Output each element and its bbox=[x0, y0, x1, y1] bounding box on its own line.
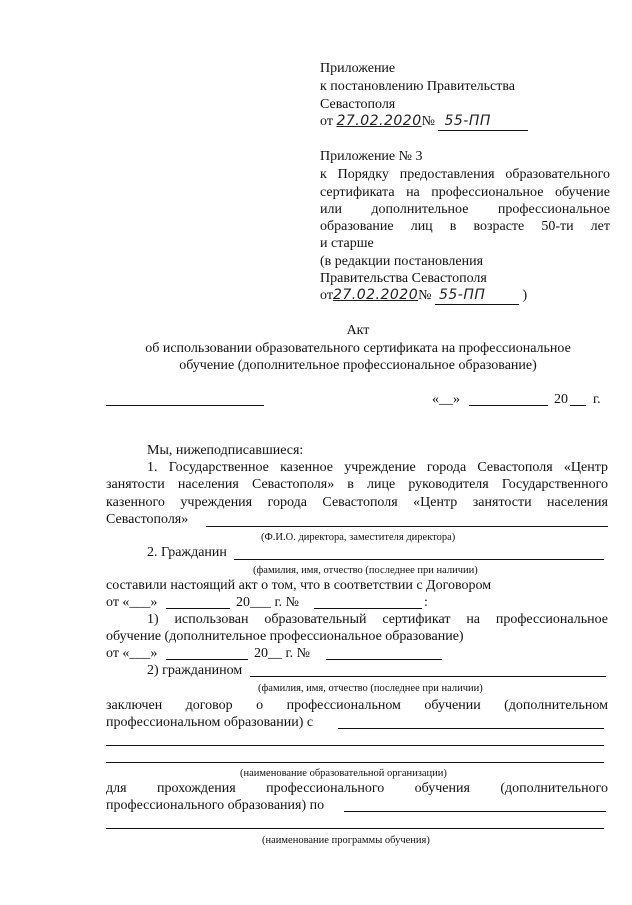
certificate-month-field[interactable] bbox=[166, 659, 248, 660]
act-subtitle-line1: об использовании образовательного сертификата на профессиональное bbox=[145, 341, 571, 356]
purpose-line1: для прохождения профессионального обучения (дополнительного bbox=[106, 781, 608, 796]
contract-year: 20___ г. № bbox=[236, 595, 300, 610]
item1-line2: занятости населения Севастополя» в лице руководителя Государственного bbox=[106, 477, 608, 492]
certificate-year: 20__ г. № bbox=[254, 646, 311, 661]
item1-line3: казенного учреждения города Севастополя «Центр занятости населения bbox=[106, 495, 608, 510]
edition-date: 27.02.2020 bbox=[332, 287, 419, 303]
citizen-caption: (фамилия, имя, отчество (последнее при наличии) bbox=[253, 565, 478, 576]
concluded-line2: профессиональном образовании) с bbox=[106, 715, 314, 730]
appendix3-line4: образование лиц в возрасте 50-ти лет bbox=[320, 219, 610, 234]
certificate-from: от «___» bbox=[106, 646, 158, 661]
compiled-statement: составили настоящий акт о том, что в соответствии с Договором bbox=[106, 578, 492, 593]
director-caption: (Ф.И.О. директора, заместителя директора) bbox=[261, 532, 456, 543]
certificate-used-line1: 1) использован образовательный сертификат на профессиональное bbox=[147, 612, 608, 627]
contract-colon: : bbox=[424, 595, 428, 610]
certificate-number-field[interactable] bbox=[326, 659, 442, 660]
citizen-by-name-field[interactable] bbox=[250, 676, 606, 677]
program-field-2[interactable] bbox=[106, 828, 604, 829]
date-year-suffix: г. bbox=[593, 392, 601, 407]
contract-month-field[interactable] bbox=[166, 608, 230, 609]
appendix3-line5: и старше bbox=[320, 236, 374, 251]
edition-line2: Правительства Севастополя bbox=[320, 271, 487, 286]
signatories-intro: Мы, нижеподписавшиеся: bbox=[147, 443, 304, 458]
edition-from-prefix: от bbox=[320, 288, 333, 303]
director-name-field[interactable] bbox=[206, 526, 608, 527]
item2-citizen: 2. Гражданин bbox=[147, 545, 227, 560]
edition-date-row bbox=[320, 287, 527, 305]
number-prefix: № bbox=[421, 114, 435, 129]
edition-close-paren: ) bbox=[522, 288, 528, 303]
certificate-used-line2: обучение (дополнительное профессиональное образование) bbox=[106, 629, 464, 644]
appendix-line2: к постановлению Правительства bbox=[320, 79, 516, 94]
appendix3-line3: или дополнительное профессиональное bbox=[320, 202, 610, 217]
item1-line1: 1. Государственное казенное учреждение города Севастополя «Центр bbox=[147, 460, 608, 475]
appendix-label: Приложение bbox=[320, 61, 396, 76]
citizen-by-caption: (фамилия, имя, отчество (последнее при наличии) bbox=[258, 683, 483, 694]
place-field[interactable] bbox=[106, 405, 264, 406]
appendix3-line1: к Порядку предоставления образовательного bbox=[320, 167, 610, 182]
citizen-by: 2) гражданином bbox=[147, 663, 243, 678]
appendix-line3: Севастополя bbox=[320, 97, 396, 112]
contract-from: от «___» bbox=[106, 595, 158, 610]
date-month-field[interactable] bbox=[469, 405, 548, 406]
edition-number-prefix: № bbox=[418, 288, 432, 303]
program-field-1[interactable] bbox=[344, 811, 606, 812]
act-title: Акт bbox=[346, 323, 370, 338]
edition-line1: (в редакции постановления bbox=[320, 254, 484, 269]
program-caption: (наименование программы обучения) bbox=[262, 835, 430, 846]
from-prefix: от bbox=[320, 114, 333, 129]
item1-line4: Севастополя» bbox=[106, 512, 189, 527]
signed-date-row bbox=[320, 113, 528, 131]
signed-number: 55-ПП bbox=[438, 113, 528, 131]
date-day-open: «__» bbox=[432, 392, 460, 407]
edition-number: 55-ПП bbox=[435, 287, 519, 305]
act-subtitle-line2: обучение (дополнительное профессиональное образование) bbox=[179, 358, 537, 373]
appendix3-label: Приложение № 3 bbox=[320, 149, 423, 164]
concluded-line1: заключен договор о профессиональном обучении (дополнительном bbox=[106, 698, 608, 713]
organization-field-2[interactable] bbox=[106, 745, 604, 746]
purpose-line2: профессионального образования) по bbox=[106, 798, 325, 813]
citizen-name-field[interactable] bbox=[234, 559, 604, 560]
date-year-prefix: 20 bbox=[554, 392, 568, 407]
date-year-field[interactable] bbox=[570, 405, 586, 406]
appendix3-line2: сертификата на профессиональное обучение bbox=[320, 185, 610, 200]
contract-number-field[interactable] bbox=[314, 608, 422, 609]
organization-field-1[interactable] bbox=[338, 728, 604, 729]
organization-caption: (наименование образовательной организации) bbox=[240, 768, 447, 779]
signed-date: 27.02.2020 bbox=[336, 113, 422, 129]
organization-field-3[interactable] bbox=[106, 762, 604, 763]
